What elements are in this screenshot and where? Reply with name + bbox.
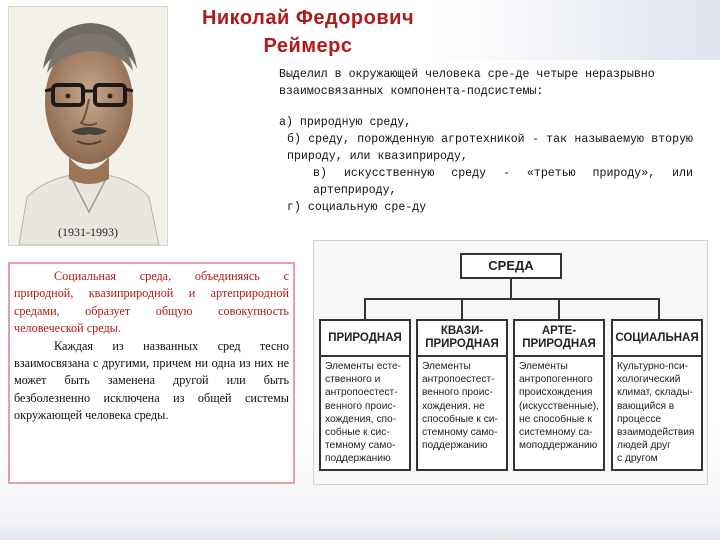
page-title	[168, 4, 448, 66]
title-line-1: Николай Федорович	[201, 7, 415, 29]
column-description: Элементы антропоестест- венного проис- хождения, не способные к си- стемному само- поддержанию	[422, 361, 498, 452]
column-description: Элементы антропогенного происхождения (искусственные), не способные к системному са- моподдержанию	[519, 361, 600, 452]
social-paragraph-2: Каждая из названных сред тесно взаимосвязана с другими, причем ни одна из них не может быть заменена другой или быть безболезненно исключена из общей системы окружающей человека среды.	[14, 338, 289, 423]
diagram-connector-1	[364, 298, 366, 320]
social-environment-box	[8, 262, 295, 484]
social-paragraph-1: Социальная среда, объединяясь с природной, квазиприродной и артеприродной средами, образует общую совокупность человеческой среды.	[14, 269, 289, 336]
column-heading: АРТЕ- ПРИРОДНАЯ	[515, 321, 603, 357]
environment-diagram	[313, 240, 708, 485]
intro-item-b: б) среду, порожденную агротехникой - так называемую вторую природу, или квазиприроду,	[287, 133, 693, 163]
title-line-2: Реймерс	[263, 35, 353, 57]
portrait-illustration	[9, 7, 167, 245]
intro-item-d: г) социальную сре-ду	[287, 201, 427, 214]
column-heading: КВАЗИ- ПРИРОДНАЯ	[418, 321, 506, 357]
diagram-root-box: СРЕДА	[460, 253, 562, 279]
portrait-photo	[8, 6, 168, 246]
diagram-connector-4	[658, 298, 660, 320]
column-heading: ПРИРОДНАЯ	[321, 321, 409, 357]
diagram-column-quasi-natural	[416, 319, 508, 471]
diagram-connector-bar	[364, 298, 660, 300]
intro-lead: Выделил в окружающей человека сре-де четыре неразрывно взаимосвязанных компонента-подсистемы:	[279, 68, 655, 98]
column-heading: СОЦИАЛЬНАЯ	[613, 321, 701, 357]
diagram-connector-trunk	[510, 279, 512, 299]
diagram-connector-3	[558, 298, 560, 320]
intro-text-block	[273, 66, 693, 246]
column-description: Элементы есте- ственного и антропоестест- венного проис- хождения, спо- собные к сис- темному само- поддержанию	[325, 361, 402, 465]
diagram-column-natural	[319, 319, 411, 471]
diagram-column-arte-natural	[513, 319, 605, 471]
column-description: Культурно-пси- хологический климат, склады- вающийся в процессе взаимодействия людей друг с другом	[617, 361, 695, 465]
header-band	[430, 0, 720, 60]
intro-item-a: а) природную среду,	[279, 116, 412, 129]
intro-item-c: в) искусственную среду - «третью природу», или артеприроду,	[313, 167, 693, 197]
footer-band	[0, 520, 720, 540]
portrait-years: (1931-1993)	[58, 225, 118, 239]
diagram-connector-2	[461, 298, 463, 320]
diagram-column-social	[611, 319, 703, 471]
